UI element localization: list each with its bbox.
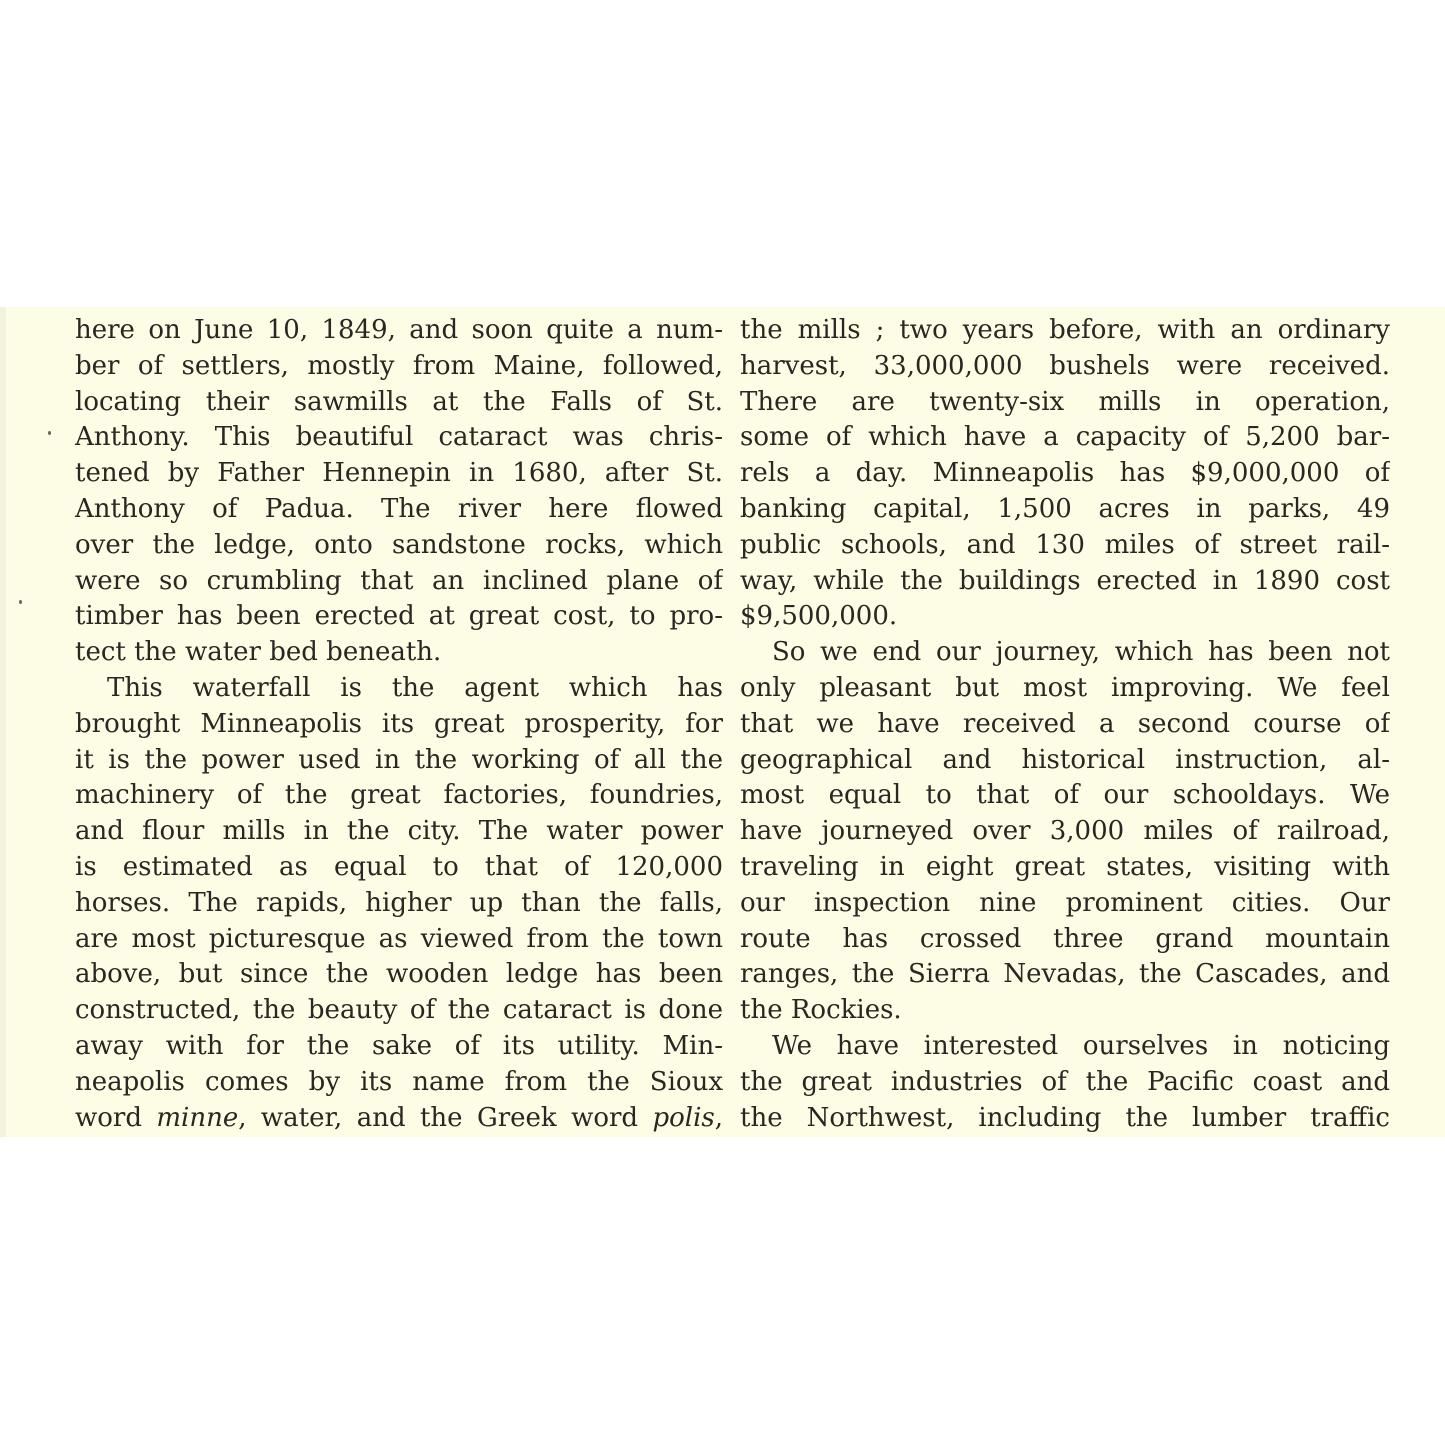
text-line: tect the water bed beneath. (75, 637, 442, 668)
text-line: constructed, the beauty of the cataract is done (75, 995, 723, 1026)
text-line: only pleasant but most improving. We feel (740, 672, 1390, 703)
text-line: were so crumbling that an inclined plane of (75, 565, 723, 596)
text-line: Anthony. This beautiful cataract was chris- (75, 422, 723, 453)
text-line: the mills ; two years before, with an ordinary (740, 315, 1390, 345)
text-line: route has crossed three grand mountain (740, 923, 1390, 954)
text-line: above, but since the wooden ledge has been (75, 959, 723, 990)
margin-speck (48, 431, 51, 435)
text-fragment: , (714, 1102, 723, 1133)
text-fragment: , water, and the Greek word (238, 1102, 653, 1133)
text-line: machinery of the great factories, foundries, (75, 780, 723, 811)
text-column-left (75, 313, 723, 1136)
text-line: horses. The rapids, higher up than the falls, (75, 887, 723, 918)
text-line: ranges, the Sierra Nevadas, the Cascades, and (740, 959, 1390, 990)
text-column-right (740, 313, 1390, 1136)
text-line-with-italics (75, 1101, 723, 1137)
text-line: most equal to that of our schooldays. We (740, 780, 1390, 811)
text-line: our inspection nine prominent cities. Our (740, 887, 1390, 918)
text-line: $9,500,000. (740, 601, 898, 632)
italic-word-polis: polis (652, 1102, 715, 1133)
paragraph-start-line: This waterfall is the agent which has (107, 672, 723, 703)
text-line: rels a day. Minneapolis has $9,000,000 of (740, 458, 1390, 489)
text-line: some of which have a capacity of 5,200 bar- (740, 422, 1390, 453)
text-fragment: word (75, 1102, 157, 1133)
text-line: are most picturesque as viewed from the town (75, 923, 723, 954)
text-line: tened by Father Hennepin in 1680, after St. (75, 458, 723, 489)
text-line: banking capital, 1,500 acres in parks, 49 (740, 493, 1390, 524)
text-line: here on June 10, 1849, and soon quite a num- (75, 315, 723, 345)
text-line: the great industries of the Pacific coast and (740, 1066, 1390, 1097)
text-line: it is the power used in the working of all the (75, 744, 723, 775)
text-line: over the ledge, onto sandstone rocks, which (75, 529, 723, 560)
text-line: Anthony of Padua. The river here flowed (75, 493, 723, 524)
italic-word-minne: minne (156, 1102, 239, 1133)
text-line: away with for the sake of its utility. Min- (75, 1030, 723, 1061)
paragraph-start-line: We have interested ourselves in noticing (772, 1030, 1390, 1061)
paragraph-start-line: So we end our journey, which has been not (772, 637, 1390, 668)
text-line: ber of settlers, mostly from Maine, followed, (75, 350, 723, 381)
text-line: locating their sawmills at the Falls of St. (75, 386, 723, 417)
margin-speck (19, 600, 22, 604)
book-page-clipping (0, 307, 1445, 1137)
text-line: geographical and historical instruction, al- (740, 744, 1390, 775)
text-line: is estimated as equal to that of 120,000 (75, 851, 723, 882)
text-line: way, while the buildings erected in 1890 cost (740, 565, 1390, 596)
text-line: traveling in eight great states, visiting with (740, 851, 1390, 882)
text-line: the Rockies. (740, 995, 902, 1026)
text-line: harvest, 33,000,000 bushels were received. (740, 350, 1390, 381)
text-line: neapolis comes by its name from the Sioux (75, 1066, 723, 1097)
text-line: have journeyed over 3,000 miles of railroad, (740, 816, 1390, 847)
text-line: public schools, and 130 miles of street rail- (740, 529, 1390, 560)
text-line: the Northwest, including the lumber traffic (740, 1102, 1390, 1133)
text-line: and flour mills in the city. The water power (75, 816, 723, 847)
text-line: brought Minneapolis its great prosperity, for (75, 708, 723, 739)
text-line: timber has been erected at great cost, to pro- (75, 601, 723, 632)
text-line: There are twenty-six mills in operation, (740, 386, 1390, 417)
text-line: that we have received a second course of (740, 708, 1390, 739)
